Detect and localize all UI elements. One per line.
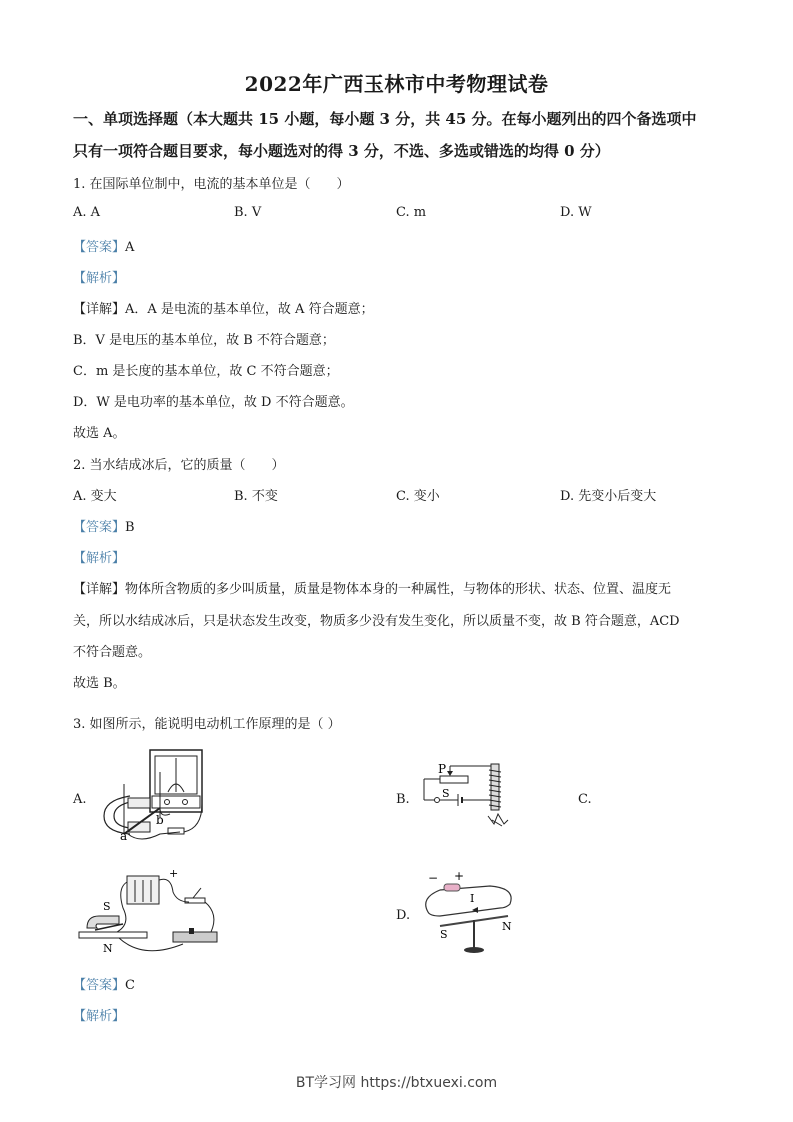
detail-label: 【详解】 [73, 582, 126, 597]
section-heading-line2: 只有一项符合题目要求，每小题选对的得 3 分，不选、多选或错选的均得 0 分） [73, 142, 610, 160]
q1-analysis-label: 【解析】 [73, 271, 126, 286]
q2-detail-line2: 关，所以水结成冰后，只是状态发生改变，物质多少没有发生变化，所以质量不变，故 B 符合题意，ACD [73, 614, 680, 629]
q2-option-a: A. 变大 [73, 489, 117, 504]
q1-detail-line2: B．V 是电压的基本单位，故 B 不符合题意； [73, 333, 335, 348]
q1-detail-line4: D．W 是电功率的基本单位，故 D 不符合题意。 [73, 395, 354, 410]
q2-conclusion: 故选 B。 [73, 676, 126, 691]
oersted-experiment-figure [420, 868, 520, 958]
page-title: 2022年广西玉林市中考物理试卷 [244, 72, 549, 96]
label-plus: + [454, 869, 465, 883]
q3-option-c-label: C. [578, 792, 592, 807]
q1-option-b: B. V [234, 205, 262, 220]
q3-option-a-label: A. [73, 792, 87, 807]
label-plus: + [169, 868, 179, 880]
q3-stem: 3. 如图所示，能说明电动机工作原理的是（ ） [73, 717, 341, 732]
answer-value: C [125, 978, 135, 993]
q1-option-a: A. A [73, 205, 101, 220]
label-s: S [103, 900, 111, 913]
q1-conclusion: 故选 A。 [73, 426, 126, 441]
generator-galvanometer-figure [100, 748, 210, 843]
label-b: b [156, 813, 164, 827]
answer-value: A [125, 240, 135, 255]
label-current-i: I [470, 892, 475, 905]
q2-detail-line3: 不符合题意。 [73, 645, 152, 660]
footer-watermark: BT学习网 https://btxuexi.com [295, 1075, 498, 1091]
q1-detail-line1: 【详解】A．A 是电流的基本单位，故 A 符合题意； [73, 302, 374, 317]
answer-label: 【答案】 [73, 240, 126, 255]
q1-option-d: D. W [560, 205, 592, 220]
q2-option-d: D. 先变小后变大 [560, 489, 657, 504]
label-n: N [103, 942, 113, 955]
label-p: P [438, 762, 447, 776]
label-s: S [442, 787, 450, 800]
section-heading-line1: 一、单项选择题（本大题共 15 小题，每小题 3 分，共 45 分。在每小题列出的四个备选项中 [73, 110, 697, 128]
label-minus: − [428, 871, 439, 885]
q3-option-b-label: B. [396, 792, 410, 807]
q3-option-d-label: D. [396, 908, 411, 923]
q2-analysis-label: 【解析】 [73, 551, 126, 566]
q3-analysis-label: 【解析】 [73, 1009, 126, 1024]
q2-stem: 2. 当水结成冰后，它的质量（ ） [73, 458, 285, 473]
q1-detail-line3: C．m 是长度的基本单位，故 C 不符合题意； [73, 364, 339, 379]
label-s: S [440, 928, 448, 941]
electromagnet-circuit-figure [418, 762, 513, 834]
label-n: N [502, 920, 512, 933]
q2-detail-line1: 【详解】物体所含物质的多少叫质量，质量是物体本身的一种属性，与物体的形状、状态、位置、温度无 [73, 582, 672, 597]
q1-stem: 1. 在国际单位制中，电流的基本单位是（ ） [73, 177, 350, 192]
label-a: a [120, 829, 128, 843]
q3-answer [73, 974, 135, 993]
q2-option-c: C. 变小 [396, 489, 440, 504]
q2-answer [73, 516, 135, 535]
answer-label: 【答案】 [73, 978, 126, 993]
detail-label: 【详解】 [73, 302, 126, 317]
q1-option-c: C. m [396, 205, 427, 220]
motor-principle-figure [73, 868, 223, 958]
q1-answer [73, 236, 134, 255]
answer-label: 【答案】 [73, 520, 126, 535]
answer-value: B [125, 520, 135, 535]
q2-option-b: B. 不变 [234, 489, 278, 504]
